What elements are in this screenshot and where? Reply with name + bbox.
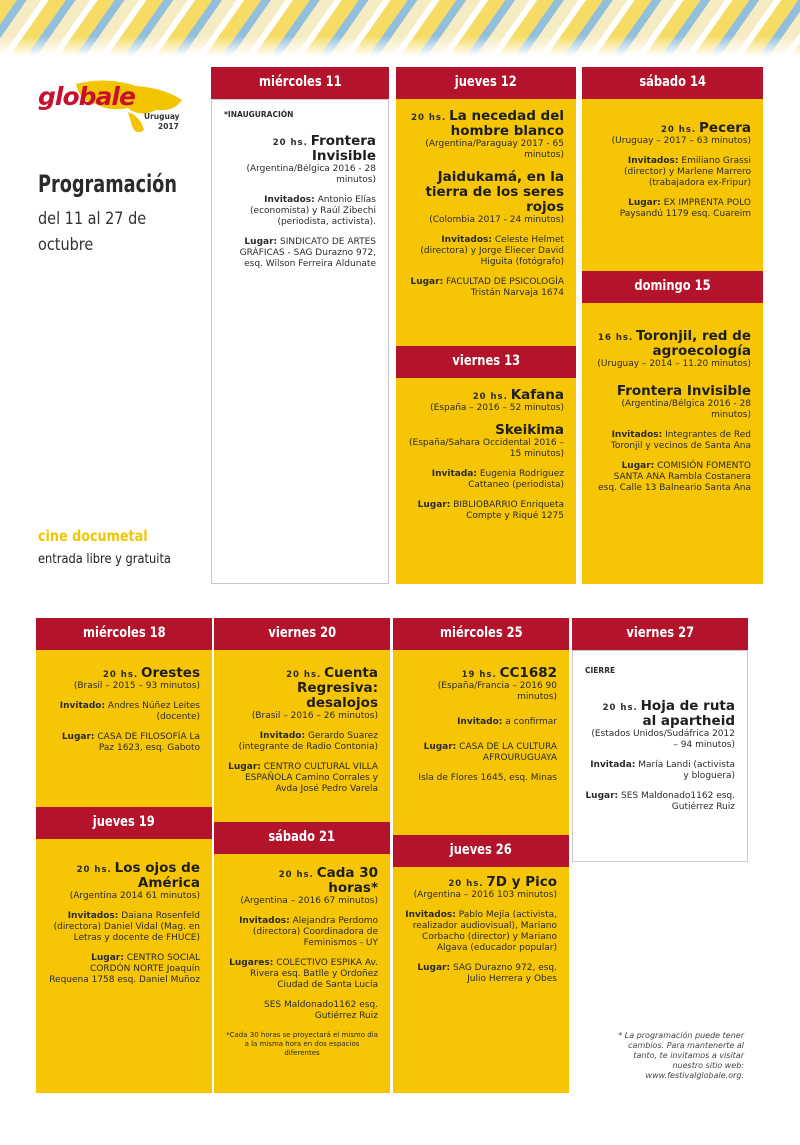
event-time: 20 hs.	[411, 113, 447, 123]
day-header-sab21: sábado 21	[214, 822, 390, 854]
logo-country: Uruguay	[144, 112, 180, 121]
guests-label: Invitados:	[264, 195, 315, 205]
event-meta: (Argentina 2014 61 minutos)	[69, 891, 200, 901]
event-title: Orestes	[141, 665, 200, 681]
event-meta: (España/Sahara Occidental 2016 – 15 minutos)	[409, 438, 564, 459]
place-label: Lugar:	[417, 500, 451, 510]
event-title: Kafana	[510, 387, 564, 403]
event-time: 20 hs.	[103, 670, 139, 680]
guests-label: Invitados:	[441, 235, 492, 245]
logo-wordmark: globale	[38, 82, 135, 111]
place-label: Lugar:	[423, 742, 457, 752]
guests-text: María Landi (activista y bloguera)	[638, 760, 735, 781]
guests-text: Celeste Helmet (directora) y Jorge Eliecer David Higuita (fotógrafo)	[420, 235, 564, 267]
guests-text: Emiliano Grassi (director) y Marlene Marrero (trabajadora ex-Fripur)	[624, 156, 751, 188]
place-text-2: Isla de Flores 1645, esq. Minas	[418, 773, 557, 783]
place-label: Lugar:	[228, 762, 261, 772]
event-time: 20 hs.	[661, 125, 697, 135]
guests-text: Pablo Mejía (activista, realizador audiovisual), Mariano Corbacho (director) y Mariano Algava (educador popular)	[412, 910, 557, 953]
event-title: Frontera Invisible	[310, 133, 376, 164]
guests-label: Invitados:	[239, 916, 290, 926]
globale-logo	[36, 78, 186, 144]
day-header-mie25: miércoles 25	[393, 618, 569, 650]
event-title: 7D y Pico	[486, 874, 557, 890]
event-title: Hoja de ruta al apartheid	[640, 698, 735, 729]
place-text: BIBLIOBARRIO Enriqueta Compte y Riqué 1275	[453, 500, 564, 521]
place-label: Lugar:	[91, 953, 124, 963]
place-label: Lugar:	[61, 732, 95, 742]
place-text: COMISIÓN FOMENTO SANTA ANA Rambla Costanera esq. Calle 13 Balneario Santa Ana	[598, 461, 751, 493]
guests-label: Invitados:	[611, 430, 663, 440]
event-title: CC1682	[499, 665, 557, 681]
event-time: 20 hs.	[472, 392, 508, 402]
schedule-change-note: * La programación puede tener cambios. Para mantenerte al tanto, te invitamos a visitar nuestro sitio web: www.festivalglobale.org.	[618, 1031, 744, 1080]
day-header-vie13: viernes 13	[396, 346, 576, 378]
place-text: SINDICATO DE ARTES GRÁFICAS - SAG Durazno 972, esq. Wilson Ferreira Aldunate	[239, 237, 376, 269]
guests-label: Invitados:	[627, 156, 679, 166]
place-text-2: SES Maldonado1162 esq. Gutiérrez Ruiz	[264, 1000, 378, 1021]
event-meta: (España – 2016 – 52 minutos)	[430, 403, 564, 413]
event-time: 20 hs.	[448, 879, 484, 889]
event-title: Toronjil, red de agroecología	[636, 328, 751, 359]
event-meta: (Colombia 2017 - 24 minutos)	[429, 215, 564, 225]
event-title: Frontera Invisible	[616, 383, 751, 399]
guests-label: Invitada:	[431, 469, 477, 479]
event-meta: (España/Francia – 2016 90 minutos)	[437, 681, 557, 702]
event-time: 20 hs.	[286, 670, 322, 680]
day-panel-mie11	[211, 99, 389, 584]
event-tag: *INAUGURACIÓN	[224, 110, 294, 119]
event-time: 16 hs.	[598, 333, 634, 343]
event-meta: (Argentina/Bélgica 2016 - 28 minutos)	[246, 164, 376, 185]
guests-text: Daiana Rosenfeld (directora) Daniel Vidal (Mag. en Letras y docente de FHUCE)	[53, 911, 200, 943]
day-panel-jue19	[36, 839, 212, 1093]
place-label: Lugar:	[417, 963, 451, 973]
guests-text: Andres Núñez Leites (docente)	[107, 701, 200, 722]
day-header-mie18: miércoles 18	[36, 618, 212, 650]
event-time: 20 hs.	[76, 865, 112, 875]
place-text: FACULTAD DE PSICOLOGÍA Tristán Narvaja 1674	[446, 277, 564, 298]
day-panel-mie18	[36, 650, 212, 807]
place-text: CENTRO CULTURAL VILLA ESPAÑOLA Camino Corrales y Avda José Pedro Varela	[244, 762, 378, 794]
day-panel-jue12	[396, 99, 576, 346]
day-header-jue12: jueves 12	[396, 67, 576, 99]
event-tag: CIERRE	[585, 666, 616, 675]
day-panel-vie27	[572, 650, 748, 862]
page-title: Programación	[38, 170, 177, 198]
place-text: EX IMPRENTA POLO Paysandú 1179 esq. Cuareim	[619, 198, 751, 219]
event-meta: (Uruguay – 2017 – 63 minutos)	[611, 136, 751, 146]
day-header-mie11: miércoles 11	[211, 67, 389, 99]
day-panel-vie13	[396, 378, 576, 584]
guests-label: Invitados:	[67, 911, 119, 921]
guests-text: Gerardo Suarez (integrante de Radio Contonia)	[238, 731, 378, 752]
place-text: COLECTIVO ESPIKA Av. Rivera esq. Batlle y Ordoñez Ciudad de Santa Lucía	[250, 958, 378, 990]
event-meta: (Argentina/Bélgica 2016 - 28 minutos)	[621, 399, 751, 420]
guests-text: Antonio Elías (economista) y Raúl Zibechi (periodista, activista).	[250, 195, 376, 227]
event-time: 20 hs.	[272, 138, 308, 148]
place-text: SES Maldonado1162 esq. Gutiérrez Ruiz	[621, 791, 735, 812]
guests-text: a confirmar	[505, 717, 557, 727]
guests-label: Invitados:	[405, 910, 456, 920]
event-time: 20 hs.	[602, 703, 638, 713]
day-panel-mie25	[393, 650, 569, 835]
event-title: La necedad del hombre blanco	[449, 108, 564, 139]
top-strip-fade	[0, 36, 800, 56]
event-title: Skeikima	[495, 422, 564, 438]
event-meta: (Brasil – 2015 – 93 minutos)	[73, 681, 200, 691]
place-label: Lugar:	[244, 237, 278, 247]
place-text: CASA DE FILOSOFÍA La Paz 1623, esq. Gaboto	[97, 732, 200, 753]
event-time: 20 hs.	[278, 870, 314, 880]
place-text: CASA DE LA CULTURA AFROURUGUAYA	[459, 742, 557, 763]
day-header-jue19: jueves 19	[36, 807, 212, 839]
event-meta: (Argentina – 2016 103 minutos)	[413, 890, 557, 900]
day-header-jue26: jueves 26	[393, 835, 569, 867]
event-meta: (Argentina – 2016 67 minutos)	[240, 896, 378, 906]
day-header-sab14: sábado 14	[582, 67, 763, 99]
logo-year: 2017	[158, 122, 179, 131]
event-meta: (Estados Unidos/Sudáfrica 2012 – 94 minutos)	[591, 729, 735, 750]
day-panel-vie20	[214, 650, 390, 822]
event-title: Jaidukamá, en la tierra de los seres rojos	[425, 169, 564, 215]
guests-label: Invitado:	[59, 701, 106, 711]
day-header-dom15: domingo 15	[582, 271, 763, 303]
place-label: Lugar:	[628, 198, 661, 208]
event-meta: (Uruguay – 2014 – 11.20 minutos)	[597, 359, 751, 369]
place-label: Lugar:	[410, 277, 444, 287]
guests-label: Invitado:	[457, 717, 503, 727]
day-panel-sab14	[582, 99, 763, 271]
event-time: 19 hs.	[461, 670, 497, 680]
day-header-vie27: viernes 27	[572, 618, 748, 650]
event-meta: (Argentina/Paraguay 2017 - 65 minutos)	[425, 139, 564, 160]
place-label: Lugares:	[229, 958, 274, 968]
event-title: Cuenta Regresiva: desalojos	[297, 665, 378, 711]
event-title: Los ojos de América	[114, 860, 200, 891]
day-panel-sab21	[214, 854, 390, 1093]
place-label: Lugar:	[621, 461, 655, 471]
day-panel-jue26	[393, 867, 569, 1093]
guests-text: Alejandra Perdomo (directora) Coordinadora de Feminismos - UY	[252, 916, 378, 948]
event-footnote: *Cada 30 horas se proyectará el mismo día a la misma hora en dos espacios diferentes	[226, 1031, 378, 1057]
place-label: Lugar:	[585, 791, 619, 801]
event-meta: (Brasil – 2016 – 26 minutos)	[251, 711, 378, 721]
guests-label: Invitada:	[590, 760, 636, 770]
place-text: SAG Durazno 972, esq. Julio Herrera y Obes	[452, 963, 557, 984]
guests-text: Integrantes de Red Toronjil y vecinos de Santa Ana	[610, 430, 751, 451]
guests-text: Eugenia Rodriguez Cattaneo (periodista)	[468, 469, 564, 490]
event-title: Cada 30 horas*	[316, 865, 378, 896]
day-header-vie20: viernes 20	[214, 618, 390, 650]
page-subtitle: del 11 al 27 de octubre	[38, 209, 147, 255]
guests-label: Invitado:	[259, 731, 306, 741]
place-text: CENTRO SOCIAL CORDÓN NORTE Joaquín Requena 1758 esq. Daniel Muñoz	[49, 953, 200, 985]
entry-note: entrada libre y gratuita	[38, 552, 171, 567]
brand-label: cine documetal	[38, 527, 148, 545]
day-panel-dom15	[582, 303, 763, 584]
event-title: Pecera	[699, 120, 751, 136]
